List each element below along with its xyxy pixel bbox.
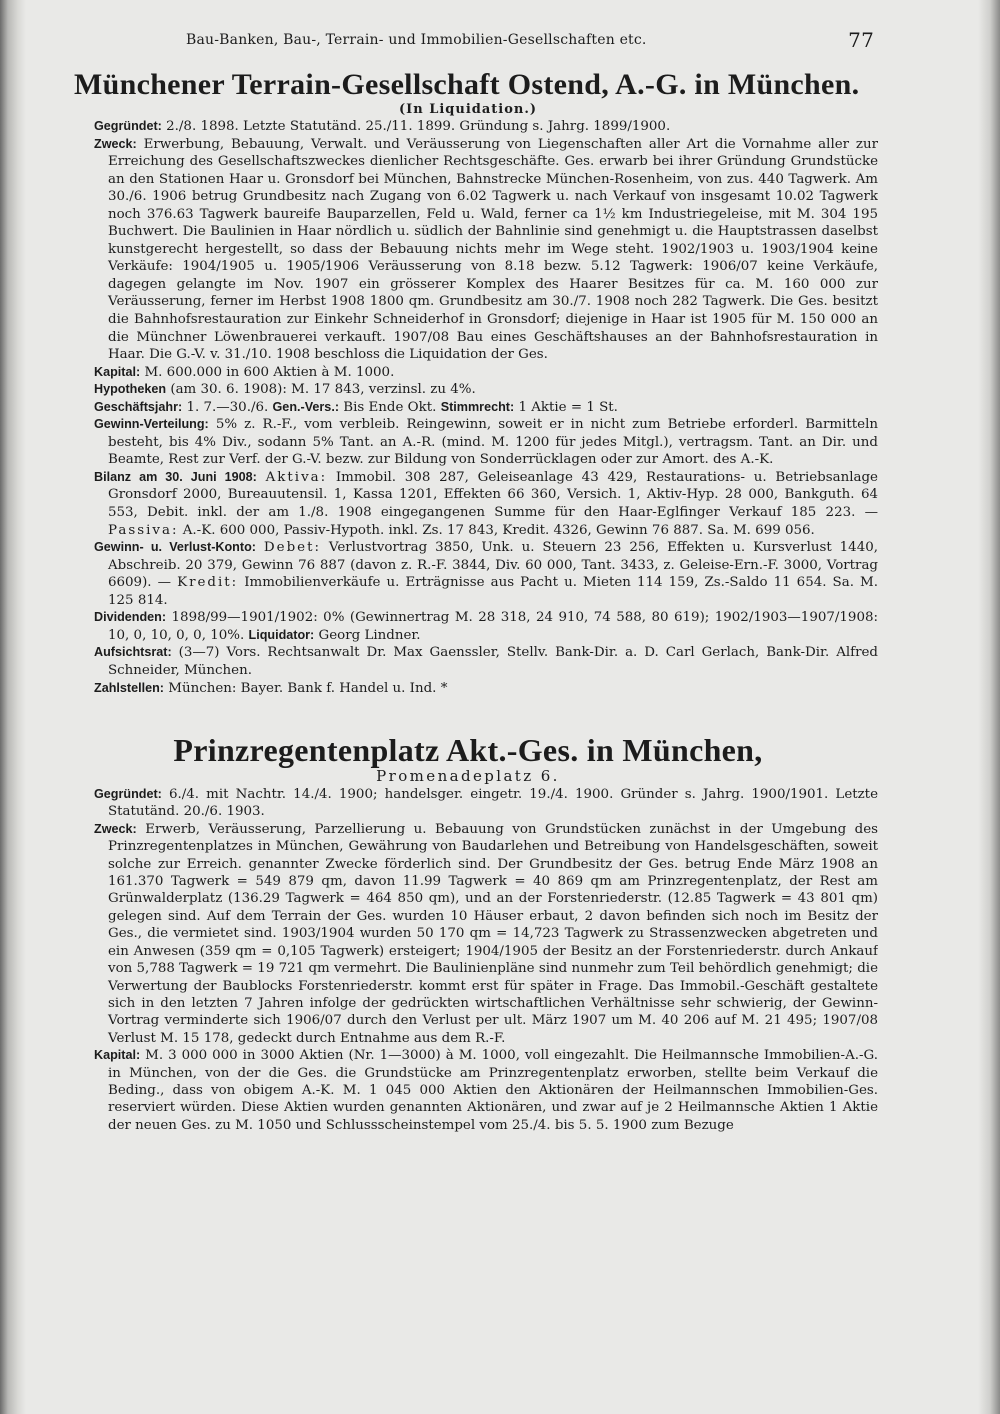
text-gegruendet: 6./4. mit Nachtr. 14./4. 1900; handelsger. eingetr. 19./4. 1900. Gründer s. Jahrg. 1900/1901. Letzte Statutänd. 20./6. 1903. xyxy=(108,787,878,820)
text-aufsichtsrat: (3—7) Vors. Rechtsanwalt Dr. Max Gaenssler, Stellv. Bank-Dir. a. D. Carl Gerlach, Bank-Dir. Alfred Schneider, München. xyxy=(108,645,878,678)
label-kapital: Kapital: xyxy=(94,364,141,379)
word-passiva: Passiva: xyxy=(108,522,179,538)
text-zweck: Erwerb, Veräusserung, Parzellierung u. Bebauung von Grundstücken zunächst in der Umgebung des Prinzregentenplatzes in München, Gewährung von Baudarlehen und Betreibung von Handelsgeschäften, soweit solche zur Erreich. genannter Zwecke förderlich sind. Der Grundbesitz der Ges. betrug Ende März 1908 an 161.370 Tagwerk = 549 879 qm, davon 11.99 Tagwerk = 40 869 qm am Prinzregentenplatz, der Rest am Grünwalderplatz (136.29 Tagwerk = 464 850 qm), und an der Forstenriederstr. (12.85 Tagwerk = 43 801 qm) gelegen sind. Auf dem Terrain der Ges. wurden 10 Häuser erbaut, 2 davon befinden sich noch im Besitz der Ges., die vermietet sind. 1903/1904 wurden 50 170 qm = 14,723 Tagwerk zu Strassenzwecken abgetreten und ein Anwesen (359 qm = 0,105 Tagwerk) ersteigert; 1904/1905 der Besitz an der Forstenriederstr. durch Ankauf von 5,788 Tagwerk = 19 721 qm vermehrt. Die Baulinienpläne sind nunmehr zum Teil behördlich genehmigt; die Verwertung der Baublocks Forstenriederstr. kommt erst für später in Frage. Das Immobil.-Geschäft gestaltete sich in den letzten 7 Jahren infolge der gedrückten wirtschaftlichen Verhältnisse sehr schwierig, der Gewinn-Vortrag verminderte sich 1906/07 durch den Verlust per ult. März 1907 um M. 40 206 auf M. 21 495; 1907/08 Verlust M. 15 178, gedeckt durch Entnahme aus dem R.-F. xyxy=(108,821,878,1046)
running-head xyxy=(58,28,878,56)
label-gewinnverteilung: Gewinn-Verteilung: xyxy=(94,417,209,432)
text-passiva: A.-K. 600 000, Passiv-Hypoth. inkl. Zs. 17 843, Kredit. 4326, Gewinn 76 887. Sa. M. 699 056. xyxy=(182,522,815,538)
company-title: Prinzregentenplatz Akt.-Ges. in München, xyxy=(173,732,763,769)
entry-zweck xyxy=(58,821,878,1047)
entry-guv xyxy=(58,539,878,609)
entry-bilanz xyxy=(58,469,878,539)
entry-zahlstellen xyxy=(58,680,878,698)
company-title: Münchener Terrain-Gesellschaft Ostend, A.-G. in München. xyxy=(74,68,860,101)
entry-gegruendet xyxy=(58,118,878,136)
company-status: (In Liquidation.) xyxy=(398,102,538,117)
text-geschaeftsjahr: 1. 7.—30./6. xyxy=(186,399,269,415)
word-kredit: Kredit: xyxy=(177,575,239,591)
text-genvers: Bis Ende Okt. xyxy=(343,399,437,415)
word-debet: Debet: xyxy=(263,540,321,556)
text-stimmrecht: 1 Aktie = 1 St. xyxy=(518,399,618,415)
entry-dividenden xyxy=(58,609,878,644)
word-aktiva: Aktiva: xyxy=(265,469,328,485)
book-page xyxy=(58,28,878,1403)
text-hypotheken: (am 30. 6. 1908): M. 17 843, verzinsl. zu 4%. xyxy=(170,382,476,398)
text-kapital: M. 3 000 000 in 3000 Aktien (Nr. 1—3000) à M. 1000, voll eingezahlt. Die Heilmannsche Immobilien-A.-G. in München, von der die Ges. die Grundstücke am Prinzregentenplatz erworben, stellte beim Verkauf die Beding., dass von obigem A.-K. M. 1 045 000 Aktien den Aktionären der Heilmannschen Immobilien-Ges. reserviert würden. Diese Aktien wurden genannten Aktionären, und zwar auf je 2 Heilmannsche Aktien 1 Aktie der neuen Ges. zu M. 1050 und Schlussscheinstempel vom 25./4. bis 5. 5. 1900 zum Bezuge xyxy=(108,1048,878,1133)
label-gegruendet: Gegründet: xyxy=(94,787,162,802)
text-kapital: M. 600.000 in 600 Aktien à M. 1000. xyxy=(144,364,395,380)
entry-geschaeftsjahr xyxy=(58,399,878,417)
label-genvers: Gen.-Vers.: xyxy=(272,399,340,414)
label-stimmrecht: Stimmrecht: xyxy=(440,399,515,414)
label-bilanz: Bilanz am 30. Juni 1908: xyxy=(94,469,257,484)
label-hypotheken: Hypotheken xyxy=(94,382,167,397)
company-prinzregentenplatz-section xyxy=(58,733,878,1134)
text-dividenden: 1898/99—1901/1902: 0% (Gewinnertrag M. 28 318, 24 910, 74 588, 80 619); 1902/1903—1907/1908: 10, 0, 10, 0, 0, 10%. xyxy=(108,610,878,643)
label-kapital: Kapital: xyxy=(94,1048,141,1063)
scan-right-edge xyxy=(978,0,1000,1414)
running-title: Bau-Banken, Bau-, Terrain- und Immobilien-Gesellschaften etc. xyxy=(186,32,647,48)
text-gegruendet: 2./8. 1898. Letzte Statutänd. 25./11. 1899. Gründung s. Jahrg. 1899/1900. xyxy=(166,119,671,134)
entry-hypotheken xyxy=(58,381,878,399)
text-gewinnverteilung: 5% z. R.-F., vom verbleib. Reingewinn, soweit er in nicht zum Betriebe erforderl. Barmitteln besteht, bis 4% Div., sodann 5% Tant. an A.-R. (mind. M. 1200 für jedes Mitgl.), vertragsm. Tant. an Dir. und Beamte, Rest zur Verf. der G.-V. bezw. zur Bildung von Sonderrücklagen oder zur Amort. des A.-K. xyxy=(108,417,878,468)
label-liquidator: Liquidator: xyxy=(248,627,315,642)
text-zahlstellen: München: Bayer. Bank f. Handel u. Ind. xyxy=(168,680,437,696)
entry-gegruendet xyxy=(58,786,878,821)
entry-zweck xyxy=(58,136,878,364)
label-gegruendet: Gegründet: xyxy=(94,119,162,133)
text-zweck: Erwerbung, Bebauung, Verwalt. und Veräusserung von Liegenschaften aller Art die Vornahme aller zur Erreichung des Gesellschaftszweckes dienlicher Rechtsgeschäfte. Ges. erwarb bei ihrer Gründung Grundstücke an den Stationen Haar u. Gronsdorf bei München, Bahnstrecke München-Rosenheim, von zus. 440 Tagwerk. Am 30./6. 1906 betrug Grundbesitz nach Zugang von 6.02 Tagwerk u. nach Verkauf von insgesamt 10.02 Tagwerk noch 376.63 Tagwerk baureife Bauparzellen, Feld u. Wald, ferner ca 1½ km Industriegeleise, mit M. 304 195 Buchwert. Die Baulinien in Haar nördlich u. südlich der Bahnlinie sind genehmigt u. die Hauptstrassen daselbst kunstgerecht hergestellt, so dass der Bebauung nichts mehr im Wege steht. 1902/1903 u. 1903/1904 keine Verkäufe: 1904/1905 u. 1905/1906 Veräusserung von 8.18 bezw. 5.12 Tagwerk: 1906/07 keine Verkäufe, dagegen gelangte im Nov. 1907 ein grösserer Komplex des Haarer Besitzes für ca. M. 160 000 zur Veräusserung, ferner im Herbst 1908 1800 qm. Grundbesitz am 30./7. 1908 noch 282 Tagwerk. Die Ges. besitzt die Bahnhofsrestauration zur Einkehr Schneiderhof in Gronsdorf; diejenige in Haar ist 1905 für M. 150 000 an die Münchner Löwenbrauerei verkauft. 1907/08 Bau eines Geschäftshauses an der Bahnhofsrestauration in Haar. Die G.-V. v. 31./10. 1908 beschloss die Liquidation der Ges. xyxy=(108,136,878,363)
end-mark: * xyxy=(440,680,448,696)
page-number: 77 xyxy=(848,28,874,52)
label-dividenden: Dividenden: xyxy=(94,610,167,625)
text-debet: Verlustvortrag 3850, Unk. u. Steuern 23 256, Effekten u. Kursverlust 1440, Abschreib. 20 379, Gewinn 76 887 (davon z. R.-F. 3844, Div. 60 000, Tant. 3433, z. Geleise-Ern.-F. 3000, Vortrag 6609). — xyxy=(108,540,878,591)
company-ostend-section xyxy=(58,68,878,697)
label-zahlstellen: Zahlstellen: xyxy=(94,680,164,695)
label-guv: Gewinn- u. Verlust-Konto: xyxy=(94,540,256,555)
label-zweck: Zweck: xyxy=(94,136,137,151)
entry-gewinnverteilung xyxy=(58,416,878,469)
scan-left-edge xyxy=(0,0,26,1414)
label-zweck: Zweck: xyxy=(94,821,137,836)
label-geschaeftsjahr: Geschäftsjahr: xyxy=(94,399,183,414)
label-aufsichtsrat: Aufsichtsrat: xyxy=(94,645,172,660)
entry-kapital xyxy=(58,364,878,382)
company-address: Promenadeplatz 6. xyxy=(376,767,560,786)
entry-aufsichtsrat xyxy=(58,644,878,679)
text-aktiva: Immobil. 308 287, Geleiseanlage 43 429, Restaurations- u. Betriebsanlage Gronsdorf 2000, Bureauutensil. 1, Kassa 1201, Effekten 66 360, Versich. 1, Aktiv-Hyp. 28 000, Bankguth. 64 553, Debit. inkl. der am 1./8. 1908 eingegangenen Summe für den Haar-Eglfinger Verkauf 185 223. — xyxy=(108,469,878,521)
text-kredit: Immobilienverkäufe u. Erträgnisse aus Pacht u. Mieten 114 159, Zs.-Saldo 11 654. Sa. M. 125 814. xyxy=(108,575,878,608)
text-liquidator: Georg Lindner. xyxy=(318,627,421,643)
entry-kapital xyxy=(58,1047,878,1134)
